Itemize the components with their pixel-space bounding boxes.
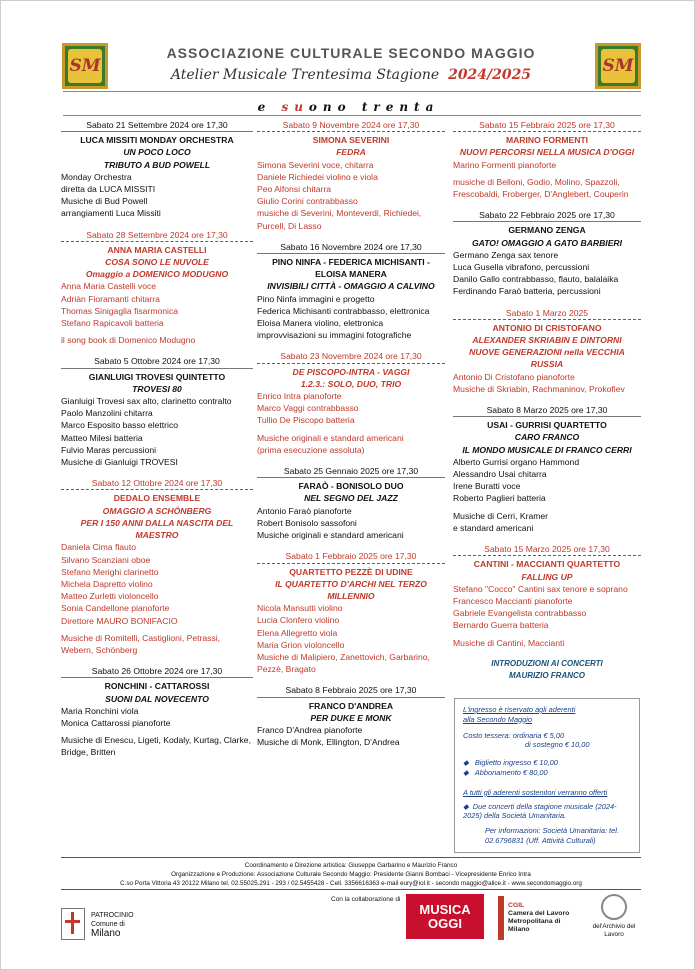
box-line: Per informazioni: Società Umanitaria: tel. 02.6796831 (Uff. Attività Culturali) xyxy=(485,826,619,845)
event-date: Sabato 12 Ottobre 2024 ore 17,30 xyxy=(61,477,253,490)
event-title: MARINO FORMENTI xyxy=(505,135,589,146)
event-subtitle: Omaggio a DOMENICO MODUGNO xyxy=(85,269,229,280)
event-title: QUARTETTO PEZZÈ DI UDINE xyxy=(289,566,413,577)
event-date: Sabato 16 Novembre 2024 ore 17,30 xyxy=(257,241,445,254)
footer-rule xyxy=(61,857,641,858)
event-date: Sabato 9 Novembre 2024 ore 17,30 xyxy=(257,119,445,132)
box-line: L'ingresso è riservato agli aderenti xyxy=(463,705,576,714)
event-title: LUCA MISSITI MONDAY ORCHESTRA xyxy=(80,135,234,146)
camera-label: Camera del Lavoro Metropolitana di Milano xyxy=(508,910,570,933)
event-subtitle: NUOVE GENERAZIONI nella VECCHIA RUSSIA xyxy=(469,347,625,370)
footer-line: Organizzazione e Produzione: Associazione Culturale Secondo Maggio: Presidente Gianni Bombaci - Vicepresidente Enrico Intra xyxy=(171,871,531,879)
event-line: Irene Buratti voce xyxy=(453,481,521,492)
footer-rule-2 xyxy=(61,889,641,890)
event-date: Sabato 25 Gennaio 2025 ore 17,30 xyxy=(257,465,445,478)
box-line: ◆ Biglietto ingresso € 10,00 xyxy=(463,758,558,768)
event-subtitle: INVISIBILI CITTÀ - OMAGGIO A CALVINO xyxy=(267,281,435,292)
info-box xyxy=(454,698,640,853)
event-line: Musiche di Enescu, Ligeti, Kodaly, Kurtag, Clarke, Bridge, Britten xyxy=(61,735,251,758)
box-line: ◆ Abbonamento € 80,00 xyxy=(463,767,548,777)
event-line: Daniela Cima flauto xyxy=(61,542,136,553)
event-line: Stefano Merighi clarinetto xyxy=(61,566,159,577)
event-subtitle: GATO! OMAGGIO A GATO BARBIERI xyxy=(471,237,623,248)
logo-text: SM xyxy=(68,49,102,83)
event-line: Antonio Faraò pianoforte xyxy=(257,505,352,516)
box-concerts: Due concerti della stagione musicale (2024-2025) della Società Umanitaria. xyxy=(463,801,617,821)
event-date: Sabato 15 Febbraio 2025 ore 17,30 xyxy=(453,119,641,132)
box-ticket: Biglietto ingresso € 10,00 xyxy=(474,758,558,768)
concert-event xyxy=(257,465,445,541)
concert-event xyxy=(61,355,253,468)
event-subtitle: TROVESI 80 xyxy=(132,383,182,394)
event-subtitle: SUONI DAL NOVECENTO xyxy=(105,693,209,704)
event-line: Antonio Di Cristofano pianoforte xyxy=(453,371,575,382)
event-line: Alessandro Usai chitarra xyxy=(453,469,547,480)
header-rule-2 xyxy=(63,115,641,116)
header-rule xyxy=(63,91,641,92)
event-title: GIANLUIGI TROVESI QUINTETTO xyxy=(88,371,226,382)
event-line: musiche di Belloni, Godio, Molino, Spazzoli, Frescobaldi, Froberger, D'Anglebert, Couperin xyxy=(453,176,629,200)
event-line: Nicola Mansutti violino xyxy=(257,603,343,614)
concert-event xyxy=(453,543,641,649)
event-line: Maria Ronchini viola xyxy=(61,705,139,716)
event-date: Sabato 5 Ottobre 2024 ore 17,30 xyxy=(61,355,253,368)
box-line: A tutti gli aderenti sostenitori verranno offerti xyxy=(463,787,608,797)
event-line: (prima esecuzione assoluta) xyxy=(257,444,365,455)
event-subtitle: ALEXANDER SKRIABIN E DINTORNI xyxy=(472,335,622,346)
event-subtitle: FEDRA xyxy=(336,147,366,158)
event-line: Silvano Scanziani oboe xyxy=(61,554,151,565)
event-subtitle: FALLING UP xyxy=(521,571,573,582)
box-line: ◆ Due concerti della stagione musicale (2024-2025) della Società Umanitaria. xyxy=(463,801,617,821)
event-subtitle: DE PISCOPO-INTRA - VAGGI xyxy=(292,366,410,377)
event-date: Sabato 21 Settembre 2024 ore 17,30 xyxy=(61,119,253,132)
event-subtitle: IL MONDO MUSICALE DI FRANCO CERRI xyxy=(462,444,632,455)
event-line: Stefano "Cocco" Cantini sax tenore e soprano xyxy=(453,583,628,594)
event-line: Fulvio Maras percussioni xyxy=(61,444,157,455)
column-3 xyxy=(453,119,641,682)
event-line: Gianluigi Trovesi sax alto, clarinetto contralto xyxy=(61,396,232,407)
event-title: ANTONIO DI CRISTOFANO xyxy=(492,322,602,333)
tagline-pre: e xyxy=(257,100,282,114)
event-line: Marco Vaggi contrabbasso xyxy=(257,403,359,414)
event-line: Monday Orchestra xyxy=(61,171,132,182)
event-line: Enrico Intra pianoforte xyxy=(257,391,342,402)
collab-label: Con la collaborazione di xyxy=(331,896,401,903)
event-line: Musiche originali e standard americani xyxy=(257,530,404,541)
event-line: Michela Dapretto violino xyxy=(61,578,153,589)
footer-line: Coordinamento e Direzione artistica: Giuseppe Garbarino e Maurizio Franco xyxy=(244,862,458,869)
cgil-bar-icon xyxy=(498,896,504,940)
concert-event xyxy=(257,241,445,342)
concert-event xyxy=(453,404,641,534)
event-title: PINO NINFA - FEDERICA MICHISANTI - ELOISA MANERA xyxy=(272,257,430,280)
event-line: improvvisazioni su immagini fotografiche xyxy=(257,330,412,341)
event-date: Sabato 23 Novembre 2024 ore 17,30 xyxy=(257,350,445,363)
event-line: Robert Bonisolo sassofoni xyxy=(257,517,357,528)
concert-event xyxy=(61,229,253,347)
event-line: Direttore MAURO BONIFACIO xyxy=(61,615,178,626)
event-title: FRANCO D'ANDREA xyxy=(308,700,394,711)
event-line: Stefano Rapicavoli batteria xyxy=(61,318,164,329)
concert-event xyxy=(453,119,641,200)
event-line: Anna Maria Castelli voce xyxy=(61,281,157,292)
event-subtitle: 1.2.3.: SOLO, DUO, TRIO xyxy=(300,378,402,389)
event-line: Francesco Maccianti pianoforte xyxy=(453,595,573,606)
event-line: e standard americani xyxy=(453,522,534,533)
event-line: Tullio De Piscopo batteria xyxy=(257,415,355,426)
intro-name: MAURIZIO FRANCO xyxy=(509,670,585,680)
event-line: Maria Grion violoncello xyxy=(257,639,345,650)
event-title: RONCHINI - CATTAROSSI xyxy=(104,681,210,692)
event-subtitle: COSA SONO LE NUVOLE xyxy=(105,257,209,268)
box-subscription: Abbonamento € 80,00 xyxy=(474,767,548,777)
box-line: di sostegno € 10,00 xyxy=(525,740,590,750)
column-1 xyxy=(61,119,253,768)
event-line: Lucia Clonfero violino xyxy=(257,615,340,626)
event-line: Danilo Gallo contrabbasso, flauto, balalaika xyxy=(453,274,619,285)
event-line: Matteo Milesi batteria xyxy=(61,432,143,443)
event-line: Gabriele Evangelista contrabbasso xyxy=(453,608,587,619)
footer xyxy=(61,861,641,889)
event-title: GERMANO ZENGA xyxy=(508,225,586,236)
event-line: Bernardo Guerra batteria xyxy=(453,620,549,631)
event-line: Musiche di Bud Powell xyxy=(61,196,148,207)
musica-word: MUSICA xyxy=(419,901,471,917)
concert-event xyxy=(453,209,641,297)
event-line: musiche di Severini, Monteverdi, Richiedei, Purcell, Di Lasso xyxy=(257,208,422,231)
event-subtitle: NEL SEGNO DEL JAZZ xyxy=(304,493,398,504)
event-subtitle: CARO FRANCO xyxy=(514,432,580,443)
event-line: Thomas Sinigaglia fisarmonica xyxy=(61,305,179,316)
concert-event xyxy=(61,477,253,656)
event-line: Paolo Manzolini chitarra xyxy=(61,408,153,419)
event-line: Eloisa Manera violino, elettronica xyxy=(257,318,384,329)
event-line: Ferdinando Faraò batteria, percussioni xyxy=(453,286,601,297)
event-line: Luca Gusella vibrafono, percussioni xyxy=(453,262,590,273)
event-line: Matteo Zurletti violoncello xyxy=(61,591,159,602)
event-line: Musiche originali e standard americani xyxy=(257,432,404,443)
concert-event xyxy=(61,119,253,220)
event-line: Musiche di Monk, Ellington, D'Andrea xyxy=(257,737,400,748)
event-title: USAI - GURRISI QUARTETTO xyxy=(487,420,607,431)
archivio-label: del'Archivio del Lavoro xyxy=(592,923,636,938)
comune-milano-logo xyxy=(61,894,181,954)
event-subtitle: UN POCO LOCO xyxy=(123,147,191,158)
header-subtitle xyxy=(121,67,581,83)
patrocinio-label: PATROCINIO xyxy=(91,911,134,919)
event-line: Musiche di Romitelli, Castiglioni, Petrassi, Webern, Schönberg xyxy=(61,632,221,655)
event-line: Marino Formenti pianoforte xyxy=(453,159,557,170)
event-date: Sabato 15 Marzo 2025 ore 17,30 xyxy=(453,543,641,556)
event-title: CANTINI - MACCIANTI QUARTETTO xyxy=(473,559,621,570)
event-line: Peo Alfonsi chitarra xyxy=(257,184,332,195)
tagline xyxy=(1,100,695,114)
concert-event xyxy=(257,119,445,232)
event-subtitle: PER I 150 ANNI DALLA NASCITA DEL MAESTRO xyxy=(80,517,234,541)
milano-shield-icon xyxy=(61,908,85,940)
footer-line: C.so Porta Vittoria 43 20122 Milano tel. 02.55025.291 - 293 / 02.5455428 - Cell. 3356616363 e-mail eury@iol.it - secondo maggio@alice.it - www.secondomaggio.org xyxy=(120,880,582,888)
concert-event xyxy=(61,665,253,758)
tagline-post: ono trenta xyxy=(308,100,440,114)
event-subtitle: IL QUARTETTO D'ARCHI NEL TERZO MILLENNIO xyxy=(275,578,427,601)
event-date: Sabato 1 Marzo 2025 xyxy=(453,307,641,320)
event-title: DEDALO ENSEMBLE xyxy=(113,493,201,504)
box-line: alla Secondo Maggio xyxy=(463,714,533,724)
event-subtitle: PER DUKE E MONK xyxy=(310,712,392,723)
event-date: Sabato 22 Febbraio 2025 ore 17,30 xyxy=(453,209,641,222)
logo-right xyxy=(595,43,641,89)
logo-left xyxy=(62,43,108,89)
event-line: Marco Esposito basso elettrico xyxy=(61,420,179,431)
column-2 xyxy=(257,119,445,757)
event-line: Simona Severini voce, chitarra xyxy=(257,159,374,170)
event-line: Roberto Paglieri batteria xyxy=(453,493,546,504)
event-date: Sabato 28 Settembre 2024 ore 17,30 xyxy=(61,229,253,242)
subtitle-year: 2024/2025 xyxy=(448,67,532,83)
event-date: Sabato 8 Marzo 2025 ore 17,30 xyxy=(453,404,641,417)
event-line: Musiche di Cerri, Kramer xyxy=(453,510,549,521)
concert-event xyxy=(257,550,445,675)
header-title: ASSOCIAZIONE CULTURALE SECONDO MAGGIO xyxy=(166,45,536,61)
event-subtitle: TRIBUTO A BUD POWELL xyxy=(103,159,211,170)
event-title: ANNA MARIA CASTELLI xyxy=(107,244,207,255)
event-title: SIMONA SEVERINI xyxy=(312,135,390,146)
event-line: Musiche di Malipiero, Zanettovich, Garbarino, Pezzè, Bragato xyxy=(257,651,430,675)
tagline-u: su xyxy=(281,100,309,114)
milano-label: Milano xyxy=(91,927,121,939)
concert-event xyxy=(257,684,445,748)
event-line: diretta da LUCA MISSITI xyxy=(61,184,156,195)
archivio-logo xyxy=(586,894,642,942)
event-line: il song book di Domenico Modugno xyxy=(61,335,196,346)
archivio-circle-icon xyxy=(601,894,627,920)
event-line: Germano Zenga sax tenore xyxy=(453,249,559,260)
intro-line: INTRODUZIONI AI CONCERTI xyxy=(491,658,603,668)
event-subtitle: OMAGGIO A SCHÖNBERG xyxy=(102,505,212,516)
event-line: Alberto Gurrisi organo Hammond xyxy=(453,456,580,467)
event-line: Giulio Corini contrabbasso xyxy=(257,196,358,207)
cgil-word: CGIL xyxy=(508,902,525,909)
event-line: Musiche di Skriabin, Rachmaninov, Prokofiev xyxy=(453,383,625,394)
cgil-logo xyxy=(498,894,578,942)
event-date: Sabato 1 Febbraio 2025 ore 17,30 xyxy=(257,550,445,563)
logo-text: SM xyxy=(601,49,635,83)
subtitle-text: Atelier Musicale Trentesima Stagione xyxy=(170,67,440,83)
event-line: Pino Ninfa immagini e progetto xyxy=(257,293,375,304)
event-line: Musiche di Cantini, Maccianti xyxy=(453,637,565,648)
concert-event xyxy=(257,350,445,456)
intro-concerts xyxy=(453,658,641,682)
oggi-word: OGGI xyxy=(428,915,462,931)
event-line: Adriàn Fioramanti chitarra xyxy=(61,293,160,304)
event-line: arrangiamenti Luca Missiti xyxy=(61,208,161,219)
event-subtitle: NUOVI PERCORSI NELLA MUSICA D'OGGI xyxy=(459,147,635,158)
concert-event xyxy=(453,307,641,395)
event-line: Monica Cattarossi pianoforte xyxy=(61,717,171,728)
musica-oggi-logo xyxy=(406,894,484,939)
event-date: Sabato 26 Ottobre 2024 ore 17,30 xyxy=(61,665,253,678)
box-line: Costo tessera: ordinaria € 5,00 xyxy=(463,730,565,740)
event-line: Elena Allegretto viola xyxy=(257,627,338,638)
event-line: Daniele Richiedei violino e viola xyxy=(257,171,378,182)
event-title: FARAÒ - BONISOLO DUO xyxy=(298,481,404,492)
event-line: Franco D'Andrea pianoforte xyxy=(257,724,363,735)
event-line: Musiche di Gianluigi TROVESI xyxy=(61,457,178,468)
event-date: Sabato 8 Febbraio 2025 ore 17,30 xyxy=(257,684,445,697)
event-line: Sonia Candellone pianoforte xyxy=(61,603,170,614)
event-line: Federica Michisanti contrabbasso, elettronica xyxy=(257,305,430,316)
comune-label: Comune di xyxy=(91,920,125,928)
